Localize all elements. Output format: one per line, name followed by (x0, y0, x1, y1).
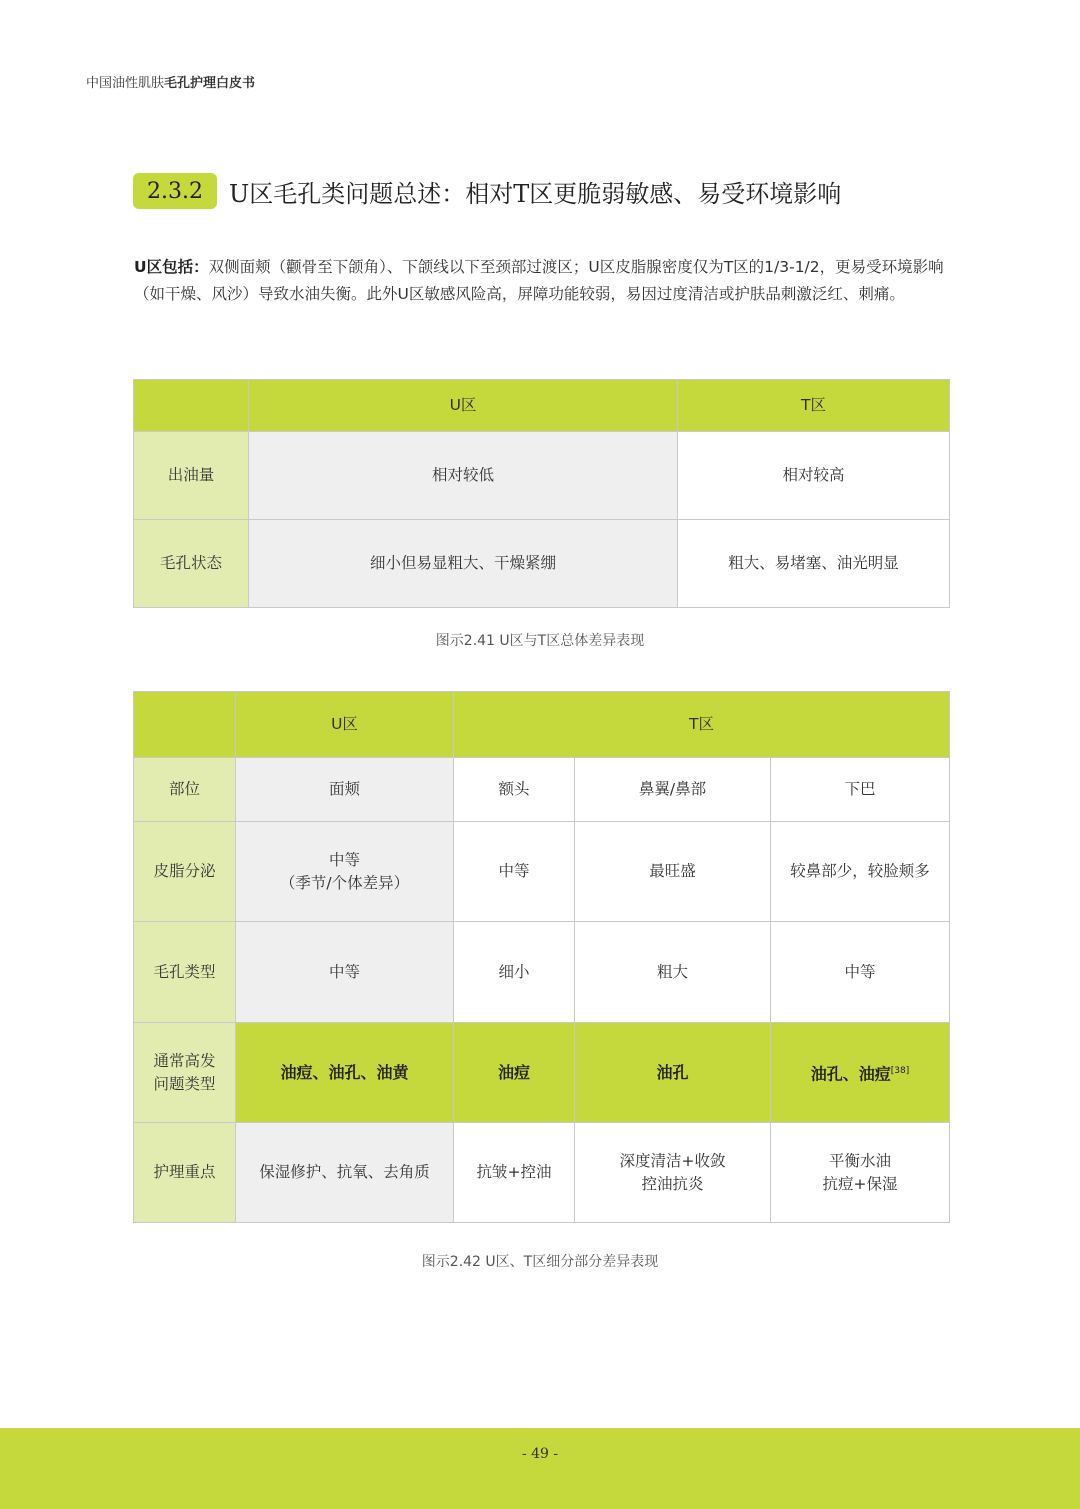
figure-caption: 图示2.41 U区与T区总体差异表现 (435, 633, 645, 649)
table-cell: 粗大、易堵塞、油光明显 (678, 520, 950, 608)
footer-band (0, 1428, 1080, 1509)
section-title: U区毛孔类问题总述：相对T区更脆弱敏感、易受环境影响 (228, 179, 842, 208)
section-number-badge: 2.3.2 (133, 173, 217, 209)
table-cell: 面颊 (236, 758, 454, 822)
table-cell: 额头 (454, 758, 575, 822)
row-label-line: 通常高发 (153, 1051, 216, 1070)
table-cell: 抗皱+控油 (454, 1123, 575, 1223)
column-header-u: U区 (249, 380, 678, 432)
table-cell: 较鼻部少，较脸颊多 (771, 822, 950, 922)
table-corner (134, 692, 236, 758)
table-cell: 中等 (454, 822, 575, 922)
column-header-u: U区 (236, 692, 454, 758)
citation-ref: [38] (890, 1065, 910, 1076)
header-title: 毛孔护理白皮书 (164, 76, 256, 91)
running-header (86, 72, 255, 91)
row-label: 出油量 (134, 432, 249, 520)
cell-line: 控油抗炎 (641, 1174, 704, 1193)
cell-line: （季节/个体差异） (279, 873, 410, 892)
column-header-t: T区 (678, 380, 950, 432)
highlight-cell: 油痘、油孔、油黄 (236, 1023, 454, 1123)
cell-line: 深度清洁+收敛 (619, 1151, 726, 1170)
table-cell: 细小 (454, 922, 575, 1023)
cell-line: 中等 (328, 850, 360, 869)
row-label: 毛孔状态 (134, 520, 249, 608)
table-corner (134, 380, 249, 432)
intro-label: U区包括： (134, 258, 209, 276)
table-cell (236, 822, 454, 922)
table-cell (771, 1123, 950, 1223)
row-label: 皮脂分泌 (134, 822, 236, 922)
table-cell: 相对较低 (249, 432, 678, 520)
intro-text: 双侧面颊（颧骨至下颌角）、下颌线以下至颈部过渡区；U区皮脂腺密度仅为T区的1/3-1/2，更易受环境影响（如干燥、风沙）导致水油失衡。此外U区敏感风险高，屏障功能较弱，易因过度清洁或护肤品刺激泛红、刺痛。 (134, 258, 944, 303)
section-heading (133, 172, 841, 210)
row-label: 部位 (134, 758, 236, 822)
table-cell: 鼻翼/鼻部 (575, 758, 771, 822)
column-header-t: T区 (454, 692, 950, 758)
cell-line: 抗痘+保湿 (822, 1174, 898, 1193)
header-prefix: 中国油性肌肤 (86, 76, 165, 91)
figure-caption: 图示2.42 U区、T区细分部分差异表现 (421, 1254, 659, 1270)
table-cell (575, 1123, 771, 1223)
cell-text: 油孔、油痘 (810, 1064, 891, 1084)
table-cell: 下巴 (771, 758, 950, 822)
highlight-cell (771, 1023, 950, 1123)
row-label (134, 1023, 236, 1123)
table-cell: 细小但易显粗大、干燥紧绷 (249, 520, 678, 608)
highlight-cell: 油孔 (575, 1023, 771, 1123)
page-number: - 49 - (521, 1446, 559, 1462)
row-label: 毛孔类型 (134, 922, 236, 1023)
row-label: 护理重点 (134, 1123, 236, 1223)
highlight-cell: 油痘 (454, 1023, 575, 1123)
table-cell: 保湿修护、抗氧、去角质 (236, 1123, 454, 1223)
intro-paragraph (134, 254, 949, 308)
table-cell: 最旺盛 (575, 822, 771, 922)
table-cell: 相对较高 (678, 432, 950, 520)
comparison-table-detail (133, 691, 950, 1223)
comparison-table-overall (133, 379, 950, 608)
cell-line: 平衡水油 (828, 1151, 891, 1170)
table-cell: 中等 (236, 922, 454, 1023)
row-label-line: 问题类型 (153, 1074, 216, 1093)
table-cell: 粗大 (575, 922, 771, 1023)
table-cell: 中等 (771, 922, 950, 1023)
